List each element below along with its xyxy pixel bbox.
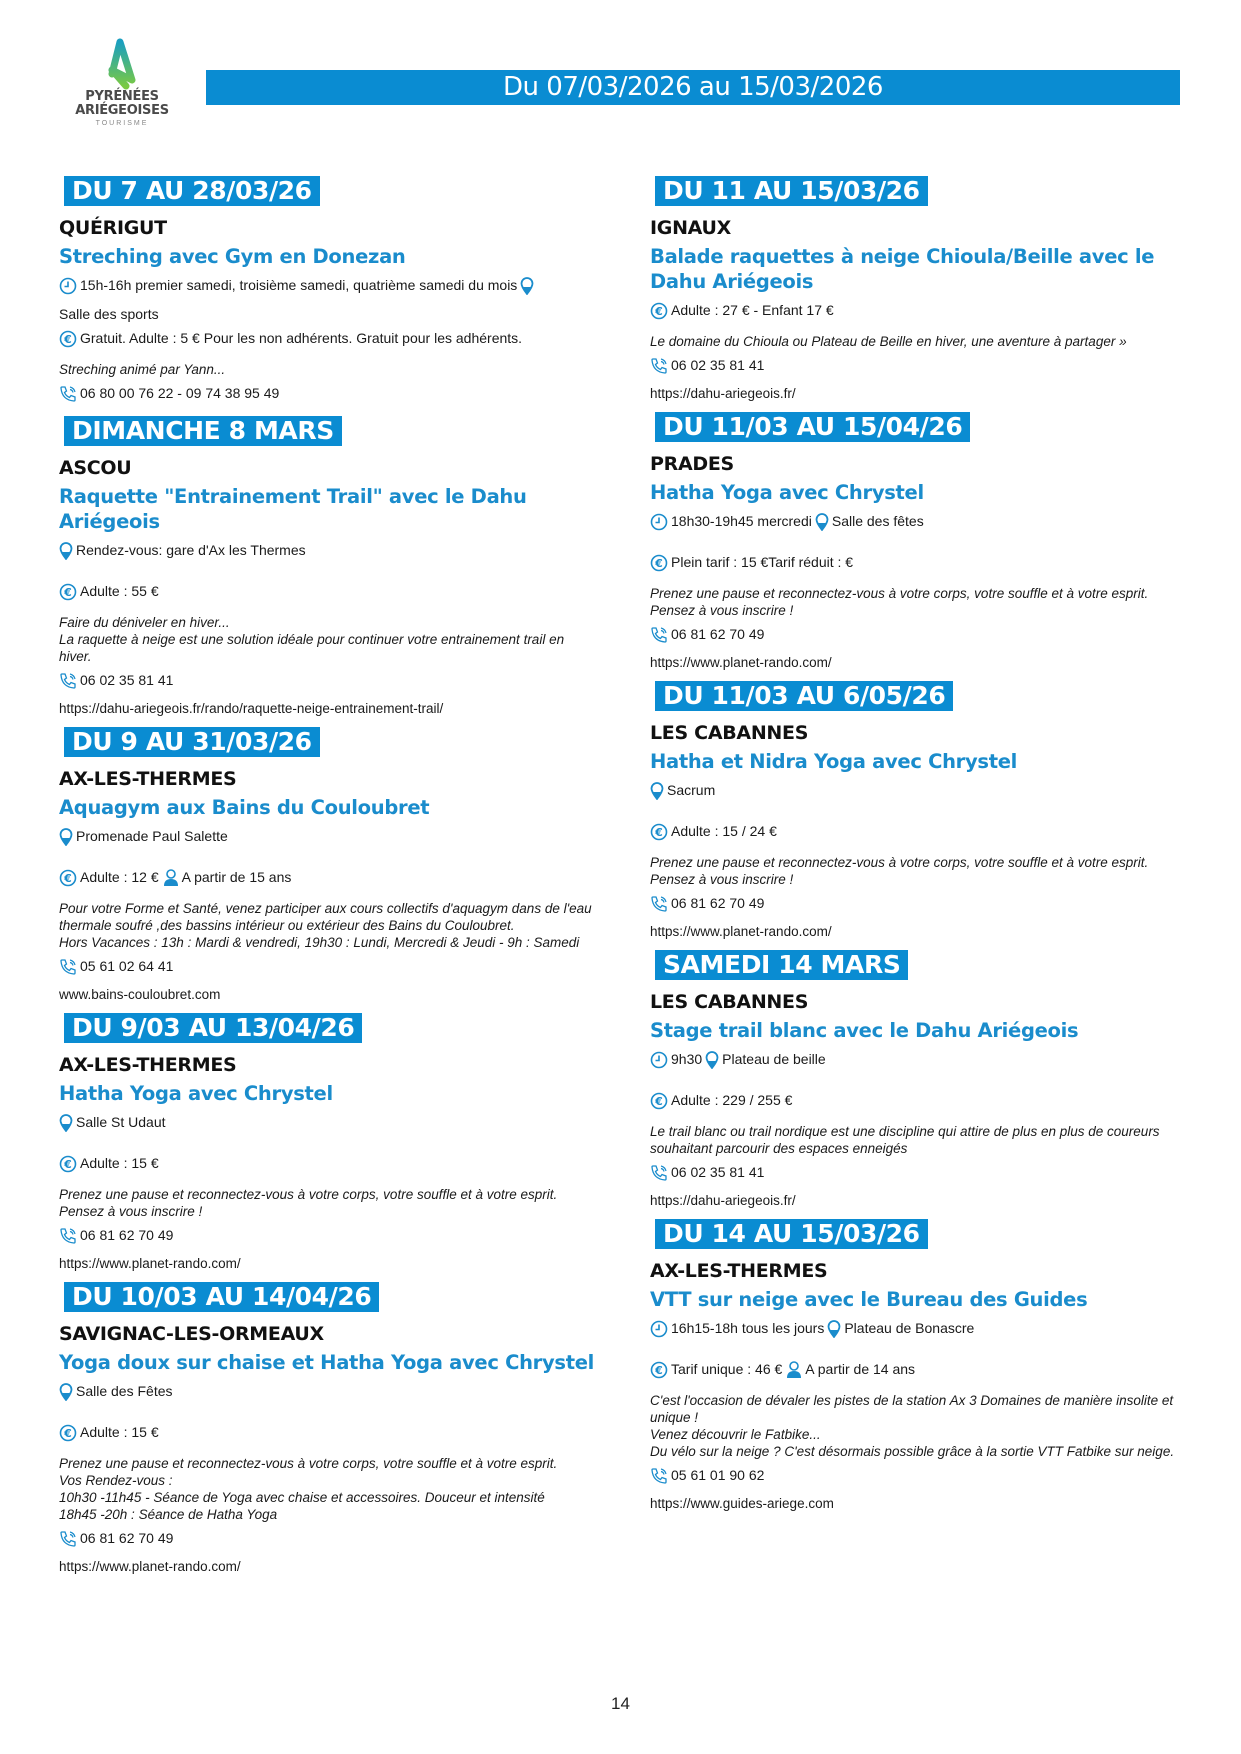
event-entry	[59, 727, 599, 1007]
date-badge: DU 14 AU 15/03/26	[655, 1219, 928, 1249]
event-entry	[650, 681, 1190, 944]
svg-text:€: €	[64, 872, 72, 885]
brand-logo	[72, 38, 172, 127]
event-website-link[interactable]: https://dahu-ariegeois.fr/	[650, 1193, 796, 1208]
event-location: Rendez-vous: gare d'Ax les Thermes	[76, 542, 306, 558]
description-line: Du vélo sur la neige ? C'est désormais possible grâce à la sortie VTT Fatbike sur neige.	[650, 1444, 1175, 1459]
person-icon	[786, 1361, 802, 1386]
town-name: LES CABANNES	[650, 722, 809, 744]
phone-icon	[59, 958, 77, 983]
event-title[interactable]: Stage trail blanc avec le Dahu Ariégeois	[650, 1019, 1079, 1042]
event-website-link[interactable]: https://www.planet-rando.com/	[650, 924, 832, 939]
euro-icon	[650, 554, 668, 579]
event-time: 18h30-19h45 mercredi	[671, 513, 812, 529]
svg-text:€: €	[655, 1364, 663, 1377]
price-line	[59, 865, 599, 894]
event-price: Plein tarif : 15 €Tarif réduit : €	[671, 554, 854, 570]
event-website-link[interactable]: www.bains-couloubret.com	[59, 987, 221, 1002]
description-line: Faire du déniveler en hiver...	[59, 615, 230, 630]
event-description	[59, 614, 599, 665]
event-entry	[650, 1219, 1190, 1516]
phone-icon	[650, 895, 668, 920]
phone-line	[59, 1526, 599, 1555]
price-line	[650, 298, 1190, 327]
euro-icon	[59, 1155, 77, 1180]
event-title[interactable]: Yoga doux sur chaise et Hatha Yoga avec Chrystel	[59, 1351, 595, 1374]
schedule-location-line	[59, 273, 599, 326]
date-badge: DU 9/03 AU 13/04/26	[64, 1013, 362, 1043]
town-name: PRADES	[650, 453, 734, 475]
description-line: 10h30 -11h45 - Séance de Yoga avec chaise et accessoires. Douceur et intensité	[59, 1490, 545, 1505]
description-line: Le trail blanc ou trail nordique est une discipline qui attire de plus en plus de coureurs souhaitant parcourir des espaces enneigés	[650, 1124, 1160, 1156]
event-entry	[59, 1013, 599, 1276]
event-description	[59, 361, 599, 378]
logo-text-line2: ARIÉGEOISES	[75, 103, 169, 118]
event-phone[interactable]: 05 61 02 64 41	[80, 958, 174, 974]
date-badge: DU 11 AU 15/03/26	[655, 176, 928, 206]
event-location: Sacrum	[667, 782, 716, 798]
event-phone[interactable]: 05 61 01 90 62	[671, 1467, 765, 1483]
description-line: Pensez à vous inscrire !	[650, 603, 794, 618]
description-line: Pensez à vous inscrire !	[59, 1204, 203, 1219]
map-pin-icon	[815, 513, 829, 538]
event-price: Adulte : 15 / 24 €	[671, 823, 777, 839]
description-line: La raquette à neige est une solution idéale pour continuer votre entrainement trail en hiver.	[59, 632, 565, 664]
description-line: Pour votre Forme et Santé, venez participer aux cours collectifs d'aquagym dans de l'eau thermale soufré ,des bassins intérieur ou extérieur des Bains du Couloubret.	[59, 901, 592, 933]
phone-icon	[59, 385, 77, 410]
event-age-limit: A partir de 15 ans	[181, 869, 292, 885]
clock-icon	[650, 1320, 668, 1345]
event-phone[interactable]: 06 81 62 70 49	[671, 895, 765, 911]
event-entry	[59, 416, 599, 721]
schedule-location-line	[59, 1110, 599, 1139]
event-price: Tarif unique : 46 €	[671, 1361, 783, 1377]
event-time: 15h-16h premier samedi, troisième samedi, quatrième samedi du mois	[80, 277, 518, 293]
clock-icon	[650, 513, 668, 538]
date-badge: DU 10/03 AU 14/04/26	[64, 1282, 379, 1312]
town-name: ASCOU	[59, 457, 132, 479]
event-description	[650, 585, 1190, 619]
date-badge: DU 11/03 AU 6/05/26	[655, 681, 953, 711]
person-icon	[163, 869, 179, 894]
map-pin-icon	[59, 828, 73, 853]
phone-icon	[650, 357, 668, 382]
map-pin-icon	[59, 1383, 73, 1408]
logo-mark-icon	[102, 38, 142, 90]
town-name: AX-LES-THERMES	[650, 1260, 828, 1282]
event-phone[interactable]: 06 02 35 81 41	[80, 672, 174, 688]
euro-icon	[59, 869, 77, 894]
svg-text:€: €	[655, 1095, 663, 1108]
event-time: 16h15-18h tous les jours	[671, 1320, 825, 1336]
event-phone[interactable]: 06 81 62 70 49	[80, 1227, 174, 1243]
schedule-location-line	[650, 1316, 1190, 1345]
description-line: Prenez une pause et reconnectez-vous à votre corps, votre souffle et à votre esprit.	[650, 586, 1149, 601]
event-price: Adulte : 15 €	[80, 1424, 159, 1440]
description-line: Venez découvrir le Fatbike...	[650, 1427, 821, 1442]
event-location: Plateau de Bonascre	[844, 1320, 975, 1336]
event-title[interactable]: Streching avec Gym en Donezan	[59, 245, 406, 268]
phone-line	[650, 1463, 1190, 1492]
map-pin-icon	[59, 542, 73, 567]
event-description	[650, 854, 1190, 888]
map-pin-icon	[705, 1051, 719, 1076]
price-line	[650, 550, 1190, 579]
event-description	[650, 1123, 1190, 1157]
euro-icon	[650, 1361, 668, 1386]
event-entry	[650, 412, 1190, 675]
event-title[interactable]: Hatha Yoga avec Chrystel	[650, 481, 924, 504]
event-price: Gratuit. Adulte : 5 € Pour les non adhérents. Gratuit pour les adhérents.	[80, 330, 523, 346]
event-location: Salle des fêtes	[831, 513, 924, 529]
event-phone[interactable]: 06 81 62 70 49	[671, 626, 765, 642]
event-description	[59, 900, 599, 951]
description-line: 18h45 -20h : Séance de Hatha Yoga	[59, 1507, 278, 1522]
schedule-location-line	[59, 824, 599, 853]
description-line: Vos Rendez-vous :	[59, 1473, 173, 1488]
phone-line	[650, 1160, 1190, 1189]
phone-icon	[650, 1467, 668, 1492]
event-title[interactable]: Hatha et Nidra Yoga avec Chrystel	[650, 750, 1018, 773]
euro-icon	[59, 330, 77, 355]
event-website-link[interactable]: https://dahu-ariegeois.fr/	[650, 386, 796, 401]
event-phone[interactable]: 06 80 00 76 22 - 09 74 38 95 49	[80, 385, 280, 401]
event-entry	[59, 1282, 599, 1579]
description-line: Prenez une pause et reconnectez-vous à votre corps, votre souffle et à votre esprit.	[650, 855, 1149, 870]
clock-icon	[650, 1051, 668, 1076]
phone-line	[650, 622, 1190, 651]
event-entry	[59, 176, 599, 410]
town-name: LES CABANNES	[650, 991, 809, 1013]
phone-icon	[650, 626, 668, 651]
logo-text-line3: TOURISME	[95, 120, 149, 127]
date-badge: DU 7 AU 28/03/26	[64, 176, 320, 206]
phone-line	[59, 1223, 599, 1252]
svg-text:€: €	[655, 826, 663, 839]
euro-icon	[650, 302, 668, 327]
price-line	[650, 1357, 1190, 1386]
svg-text:€: €	[64, 333, 72, 346]
phone-line	[59, 668, 599, 697]
event-price: Adulte : 27 € - Enfant 17 €	[671, 302, 834, 318]
price-line	[650, 819, 1190, 848]
event-time: 9h30	[671, 1051, 703, 1067]
event-phone[interactable]: 06 81 62 70 49	[80, 1530, 174, 1546]
price-line	[59, 1420, 599, 1449]
phone-icon	[59, 1227, 77, 1252]
event-age-limit: A partir de 14 ans	[805, 1361, 916, 1377]
map-pin-icon	[520, 277, 534, 302]
price-line	[59, 1151, 599, 1180]
schedule-location-line	[650, 1047, 1190, 1076]
event-description	[650, 333, 1190, 350]
map-pin-icon	[650, 782, 664, 807]
town-name: AX-LES-THERMES	[59, 1054, 237, 1076]
event-location: Promenade Paul Salette	[76, 828, 228, 844]
svg-text:€: €	[655, 305, 663, 318]
description-line: Prenez une pause et reconnectez-vous à votre corps, votre souffle et à votre esprit.	[59, 1456, 558, 1471]
event-phone[interactable]: 06 02 35 81 41	[671, 357, 765, 373]
event-title[interactable]: Balade raquettes à neige Chioula/Beille avec le Dahu Ariégeois	[650, 245, 1155, 293]
event-title[interactable]: Hatha Yoga avec Chrystel	[59, 1082, 333, 1105]
event-location: Salle des Fêtes	[76, 1383, 173, 1399]
schedule-location-line	[59, 1379, 599, 1408]
description-line: Streching animé par Yann...	[59, 362, 226, 377]
event-description	[59, 1186, 599, 1220]
phone-icon	[650, 1164, 668, 1189]
schedule-location-line	[650, 509, 1190, 538]
euro-icon	[650, 823, 668, 848]
event-website-link[interactable]: https://dahu-ariegeois.fr/rando/raquette-neige-entrainement-trail/	[59, 701, 444, 716]
event-location: Salle des sports	[59, 306, 159, 322]
price-line	[59, 579, 599, 608]
town-name: IGNAUX	[650, 217, 731, 239]
event-entry	[650, 176, 1190, 406]
svg-text:€: €	[655, 557, 663, 570]
event-website-link[interactable]: https://www.planet-rando.com/	[59, 1559, 241, 1574]
event-title[interactable]: Aquagym aux Bains du Couloubret	[59, 796, 430, 819]
schedule-location-line	[650, 778, 1190, 807]
event-website-link[interactable]: https://www.guides-ariege.com	[650, 1496, 834, 1511]
clock-icon	[59, 277, 77, 302]
event-website-link[interactable]: https://www.planet-rando.com/	[59, 1256, 241, 1271]
left-column	[59, 176, 599, 1585]
phone-icon	[59, 1530, 77, 1555]
event-price: Adulte : 12 €	[80, 869, 159, 885]
event-title[interactable]: Raquette "Entrainement Trail" avec le Dahu Ariégeois	[59, 485, 527, 533]
town-name: QUÉRIGUT	[59, 217, 167, 239]
page-number: 14	[611, 1694, 630, 1713]
price-line	[59, 326, 599, 355]
map-pin-icon	[59, 1114, 73, 1139]
logo-text-line1: PYRÉNÉES	[85, 89, 159, 104]
description-line: Hors Vacances : 13h : Mardi & vendredi, 19h30 : Lundi, Mercredi & Jeudi - 9h : Samedi	[59, 935, 580, 950]
date-badge: DU 11/03 AU 15/04/26	[655, 412, 970, 442]
phone-line	[650, 891, 1190, 920]
description-line: Le domaine du Chioula ou Plateau de Beille en hiver, une aventure à partager »	[650, 334, 1127, 349]
schedule-location-line	[59, 538, 599, 567]
event-price: Adulte : 15 €	[80, 1155, 159, 1171]
event-description	[59, 1455, 599, 1523]
town-name: AX-LES-THERMES	[59, 768, 237, 790]
phone-icon	[59, 672, 77, 697]
event-title[interactable]: VTT sur neige avec le Bureau des Guides	[650, 1288, 1088, 1311]
event-website-link[interactable]: https://www.planet-rando.com/	[650, 655, 832, 670]
date-badge: SAMEDI 14 MARS	[655, 950, 908, 980]
description-line: Pensez à vous inscrire !	[650, 872, 794, 887]
svg-text:€: €	[64, 586, 72, 599]
svg-text:€: €	[64, 1158, 72, 1171]
description-line: C'est l'occasion de dévaler les pistes de la station Ax 3 Domaines de manière insolite et unique !	[650, 1393, 1174, 1425]
event-location: Plateau de beille	[722, 1051, 826, 1067]
event-price: Adulte : 55 €	[80, 583, 159, 599]
phone-line	[59, 954, 599, 983]
description-line: Prenez une pause et reconnectez-vous à votre corps, votre souffle et à votre esprit.	[59, 1187, 558, 1202]
price-line	[650, 1088, 1190, 1117]
event-entry	[650, 950, 1190, 1213]
town-name: SAVIGNAC-LES-ORMEAUX	[59, 1323, 324, 1345]
map-pin-icon	[827, 1320, 841, 1345]
event-price: Adulte : 229 / 255 €	[671, 1092, 793, 1108]
euro-icon	[650, 1092, 668, 1117]
svg-text:€: €	[64, 1427, 72, 1440]
phone-line	[650, 353, 1190, 382]
date-badge: DU 9 AU 31/03/26	[64, 727, 320, 757]
event-phone[interactable]: 06 02 35 81 41	[671, 1164, 765, 1180]
date-range-banner: Du 07/03/2026 au 15/03/2026	[206, 70, 1180, 105]
right-column	[650, 176, 1190, 1522]
date-badge: DIMANCHE 8 MARS	[64, 416, 342, 446]
phone-line	[59, 381, 599, 410]
event-location: Salle St Udaut	[76, 1114, 166, 1130]
euro-icon	[59, 1424, 77, 1449]
euro-icon	[59, 583, 77, 608]
event-description	[650, 1392, 1190, 1460]
